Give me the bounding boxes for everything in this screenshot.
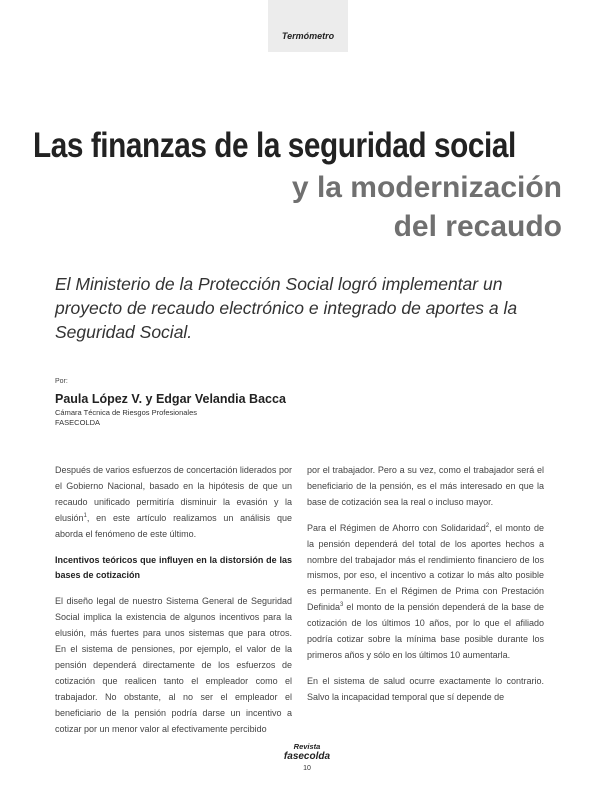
magazine-logo bbox=[283, 742, 331, 762]
right-paragraph-2 bbox=[307, 521, 544, 664]
footnote-ref-2: 2 bbox=[485, 522, 490, 529]
right-paragraph-3: En el sistema de salud ocurre exactamente lo contrario. Salvo la incapacidad temporal que sí depende de bbox=[307, 675, 544, 702]
left-paragraph-2: El diseño legal de nuestro Sistema General de Seguridad Social implica la existencia de algunos incentivos para la elusión, más fuertes para unos sistemas que para otros. En el sistema de pensiones, por ejemplo, el valor de la pensión dependerá directamente de los esfuerzos de cotización que realicen tanto el empleador como el trabajador. No obstante, al no ser el empleador el beneficiario de la pensión podría darse un incentivo a cotizar por un menor valor al efectivamente percibido bbox=[55, 596, 292, 734]
left-paragraph-1 bbox=[55, 463, 292, 543]
byline-org-1: Cámara Técnica de Riesgos Profesionales bbox=[55, 408, 198, 417]
footnote-ref-1: 1 bbox=[83, 512, 87, 519]
title-line-3: del recaudo bbox=[393, 210, 562, 243]
left-p1-text-a: Después de varios esfuerzos de concertación liderados por el Gobierno Nacional, basado en la hipótesis de que un recaudo unificado permitiría disminuir la evasión y la elusión bbox=[55, 465, 292, 523]
lead-paragraph: El Ministerio de la Protección Social logró implementar un proyecto de recaudo electrónico e integrado de aportes a la Seguridad Social. bbox=[55, 274, 518, 342]
title-line-1: Las finanzas de la seguridad social bbox=[33, 126, 516, 165]
title-line-2: y la modernización bbox=[291, 171, 562, 204]
right-column bbox=[307, 463, 544, 716]
section-label: Termómetro bbox=[281, 31, 335, 41]
byline-authors: Paula López V. y Edgar Velandia Bacca bbox=[55, 392, 286, 406]
section-tab bbox=[268, 0, 348, 52]
logo-line-1: Revista bbox=[293, 742, 321, 751]
byline-por: Por: bbox=[55, 378, 68, 385]
left-p1-text-b: , en este artículo realizamos un análisis que aborda el fenómeno de este último. bbox=[55, 512, 292, 539]
section-heading: Incentivos teóricos que influyen en la distorsión de las bases de cotización bbox=[55, 554, 292, 581]
right-paragraph-1: por el trabajador. Pero a su vez, como el trabajador será el beneficiario de la pensión, es el más interesado en que la base de cotización sea la real o incluso mayor. bbox=[307, 465, 544, 507]
right-p2-text-c: el monto de la pensión dependerá de la base de cotización de los últimos 10 años, por lo que el afiliado podría cotizar sobre la mínima base posible durante los primeros años y sólo en los últimos 10 aumentarla. bbox=[307, 602, 544, 660]
right-p2-text-b: , el monto de la pensión dependerá del total de los aportes hechos a nombre del trabajador más el rendimiento financiero de los mismos, por eso, el incentivo a cotizar lo más alto posible es permanente. En el Régimen de Prima con Prestación Definida bbox=[307, 522, 545, 613]
right-p2-text-a: Para el Régimen de Ahorro con Solidaridad bbox=[307, 522, 486, 533]
footnote-ref-3: 3 bbox=[340, 602, 344, 609]
logo-line-2: fasecolda bbox=[283, 751, 331, 762]
left-column bbox=[55, 463, 292, 748]
byline-org-2: FASECOLDA bbox=[55, 418, 101, 427]
page-number: 10 bbox=[303, 765, 311, 772]
